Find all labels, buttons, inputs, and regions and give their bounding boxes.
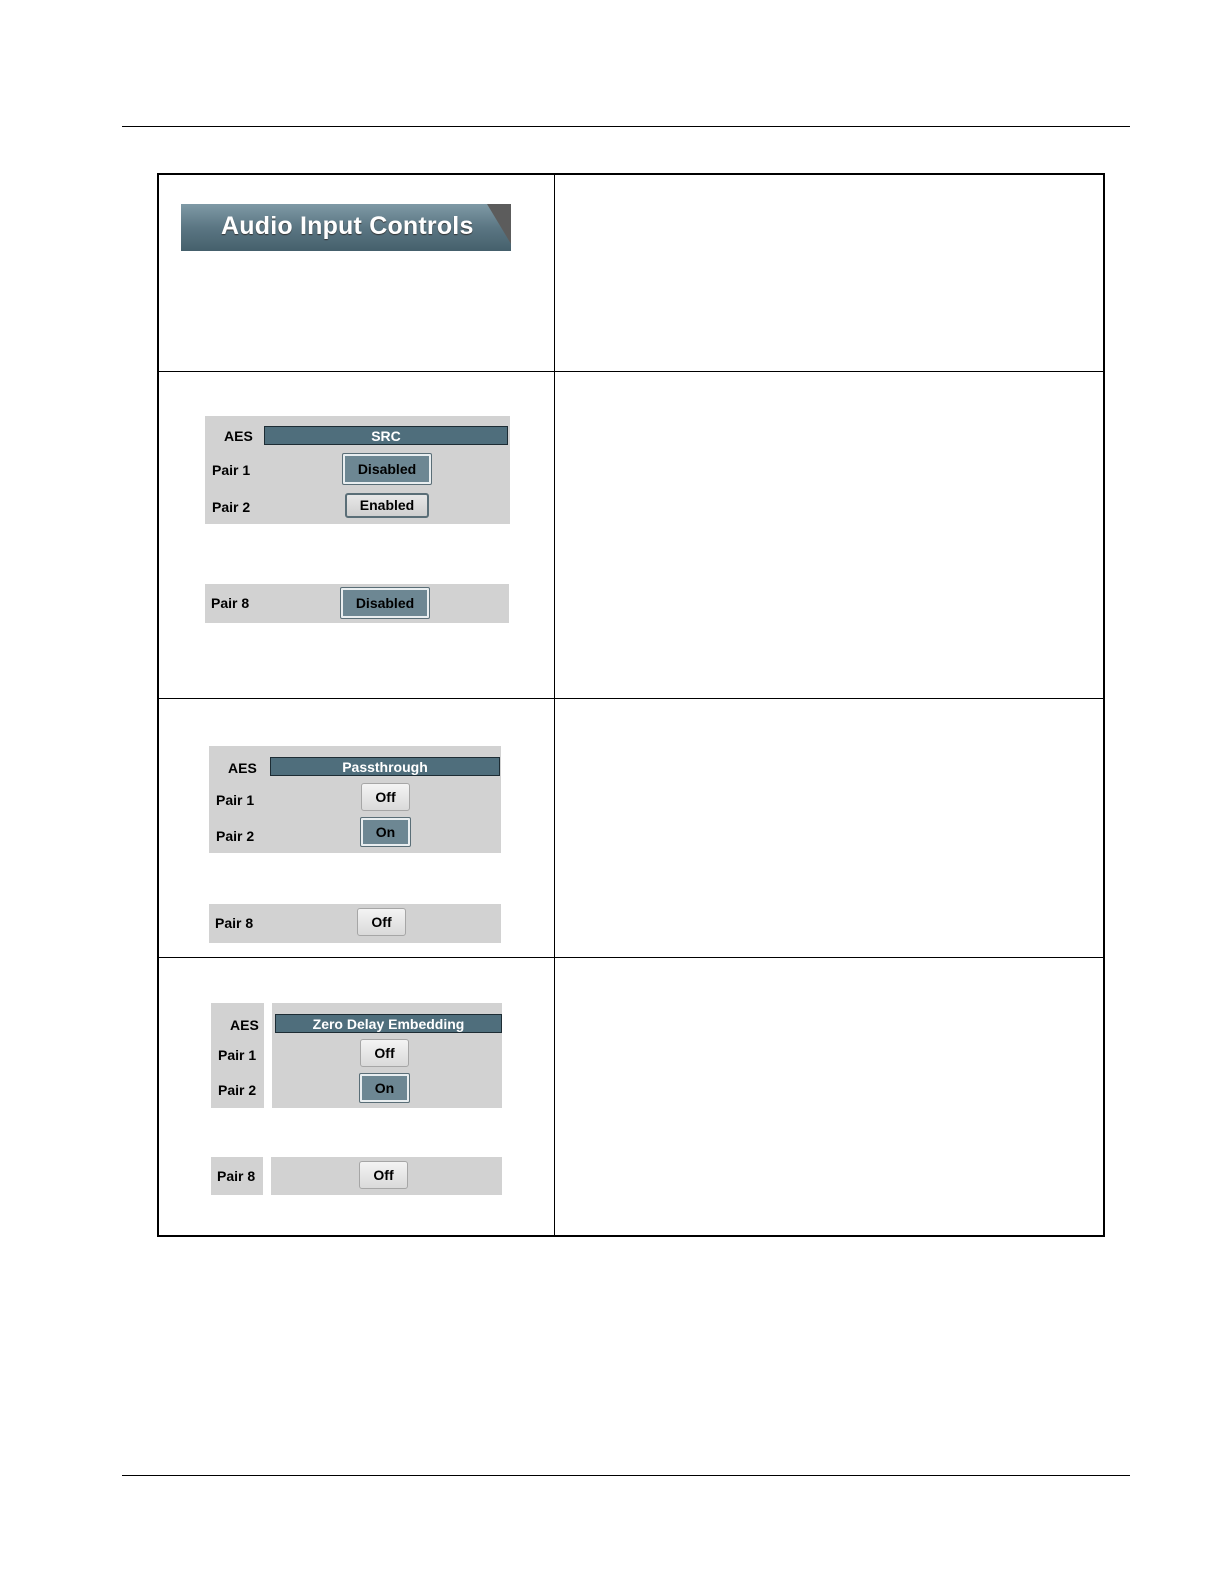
aes-label: AES — [224, 427, 253, 444]
aes-label: AES — [228, 759, 257, 776]
zero-delay-panel-top — [211, 1003, 502, 1108]
zero-delay-pair1-toggle[interactable]: Off — [360, 1039, 409, 1067]
passthrough-panel-top — [209, 746, 501, 853]
cell-zero-delay-panel — [158, 957, 555, 1236]
section-banner — [181, 204, 511, 251]
src-pair8-toggle[interactable]: Disabled — [341, 588, 429, 618]
zero-delay-panel-bottom — [211, 1157, 502, 1195]
aes-label: AES — [230, 1016, 259, 1033]
cell-src-panel — [158, 371, 555, 698]
pair-label: Pair 2 — [218, 1081, 257, 1098]
cell-passthrough-description — [555, 698, 1105, 957]
header-rule — [122, 126, 1130, 127]
panel-divider — [264, 1003, 272, 1108]
passthrough-pair2-toggle[interactable]: On — [361, 818, 410, 846]
passthrough-column-header: Passthrough — [270, 757, 500, 776]
src-panel-top — [205, 416, 510, 524]
zero-delay-pair2-toggle[interactable]: On — [360, 1074, 409, 1102]
pair-label: Pair 2 — [212, 498, 251, 515]
src-panel-bottom — [205, 584, 509, 623]
cell-section-description — [555, 174, 1105, 371]
footer-rule — [122, 1475, 1130, 1476]
cell-passthrough-panel — [158, 698, 555, 957]
section-title: Audio Input Controls — [221, 212, 474, 240]
panel-divider — [263, 1157, 271, 1195]
pair-label: Pair 8 — [211, 594, 250, 611]
passthrough-pair1-toggle[interactable]: Off — [361, 783, 410, 811]
src-pair2-toggle[interactable]: Enabled — [345, 493, 429, 518]
src-pair1-toggle[interactable]: Disabled — [343, 454, 431, 484]
passthrough-panel-bottom — [209, 904, 501, 943]
zero-delay-column-header: Zero Delay Embedding — [275, 1014, 502, 1033]
pair-label: Pair 1 — [218, 1046, 257, 1063]
pair-label: Pair 8 — [215, 914, 254, 931]
pair-label: Pair 1 — [212, 461, 251, 478]
cell-zero-delay-description — [555, 957, 1105, 1236]
passthrough-pair8-toggle[interactable]: Off — [357, 908, 406, 936]
controls-table — [157, 173, 1105, 1237]
pair-label: Pair 8 — [217, 1167, 256, 1184]
pair-label: Pair 2 — [216, 827, 255, 844]
cell-section-header — [158, 174, 555, 371]
pair-label: Pair 1 — [216, 791, 255, 808]
src-column-header: SRC — [264, 426, 508, 445]
cell-src-description — [555, 371, 1105, 698]
zero-delay-pair8-toggle[interactable]: Off — [359, 1161, 408, 1189]
